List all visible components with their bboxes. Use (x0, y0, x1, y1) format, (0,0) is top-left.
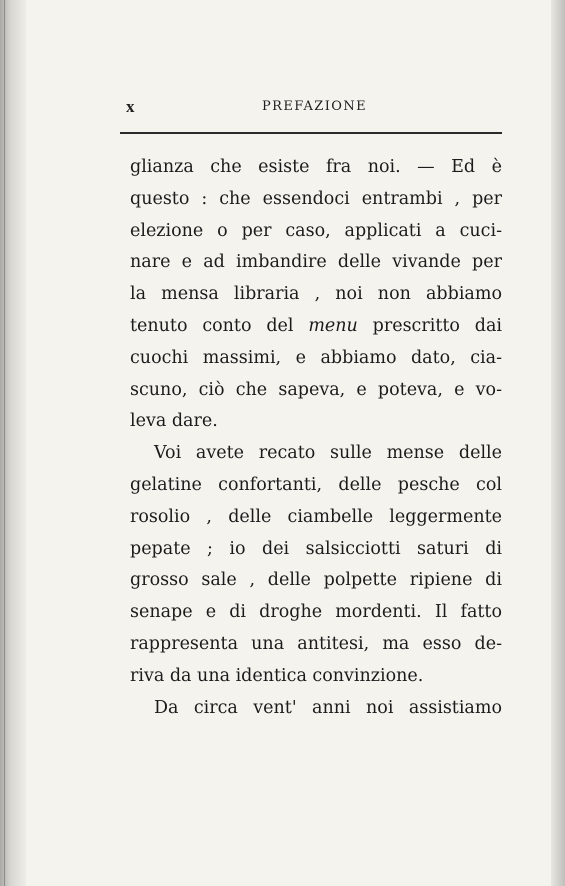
text-line: pepate ; io dei salsicciotti saturi di (130, 538, 502, 559)
paragraph-1 (130, 152, 502, 438)
text-line: elezione o per caso, applicati a cuci- (130, 220, 502, 241)
text-line: cuochi massimi, e abbiamo dato, cia- (130, 347, 502, 368)
text-line: questo : che essendoci entrambi , per (130, 188, 502, 209)
header-rule (120, 132, 502, 134)
text-line: la mensa libraria , noi non abbiamo (130, 284, 502, 305)
page-right-edge (551, 0, 565, 886)
text-line: grosso sale , delle polpette ripiene di (130, 570, 502, 591)
text-line: gelatine confortanti, delle pesche col (130, 474, 502, 495)
italic-word: menu (308, 315, 358, 336)
text-line-with-emphasis: tenuto conto del menu prescritto dai (130, 315, 502, 336)
text-line: rappresenta una antitesi, ma esso de- (130, 633, 502, 654)
binding-edge (4, 0, 5, 886)
paragraph-3 (130, 693, 502, 725)
text-line: Voi avete recato sulle mense delle (154, 443, 502, 464)
body-text (130, 152, 502, 724)
text-line: glianza che esiste fra noi. — Ed è (130, 157, 502, 177)
text-line: nare e ad imbandire delle vivande per (130, 252, 502, 273)
text-line: senape e di droghe mordenti. Il fatto (130, 602, 502, 623)
running-title: PREFAZIONE (262, 99, 367, 114)
page-header (126, 97, 501, 117)
text-line: scuno, ciò che sapeva, e poteva, e vo- (130, 379, 502, 400)
page-number: x (126, 97, 136, 116)
paragraph-2 (130, 438, 502, 692)
text-line: leva dare. (130, 411, 218, 432)
text-line: riva da una identica convinzione. (130, 665, 424, 686)
text-line: rosolio , delle ciambelle leggermente (130, 506, 502, 527)
text-line: Da circa vent' anni noi assistiamo (154, 697, 502, 718)
